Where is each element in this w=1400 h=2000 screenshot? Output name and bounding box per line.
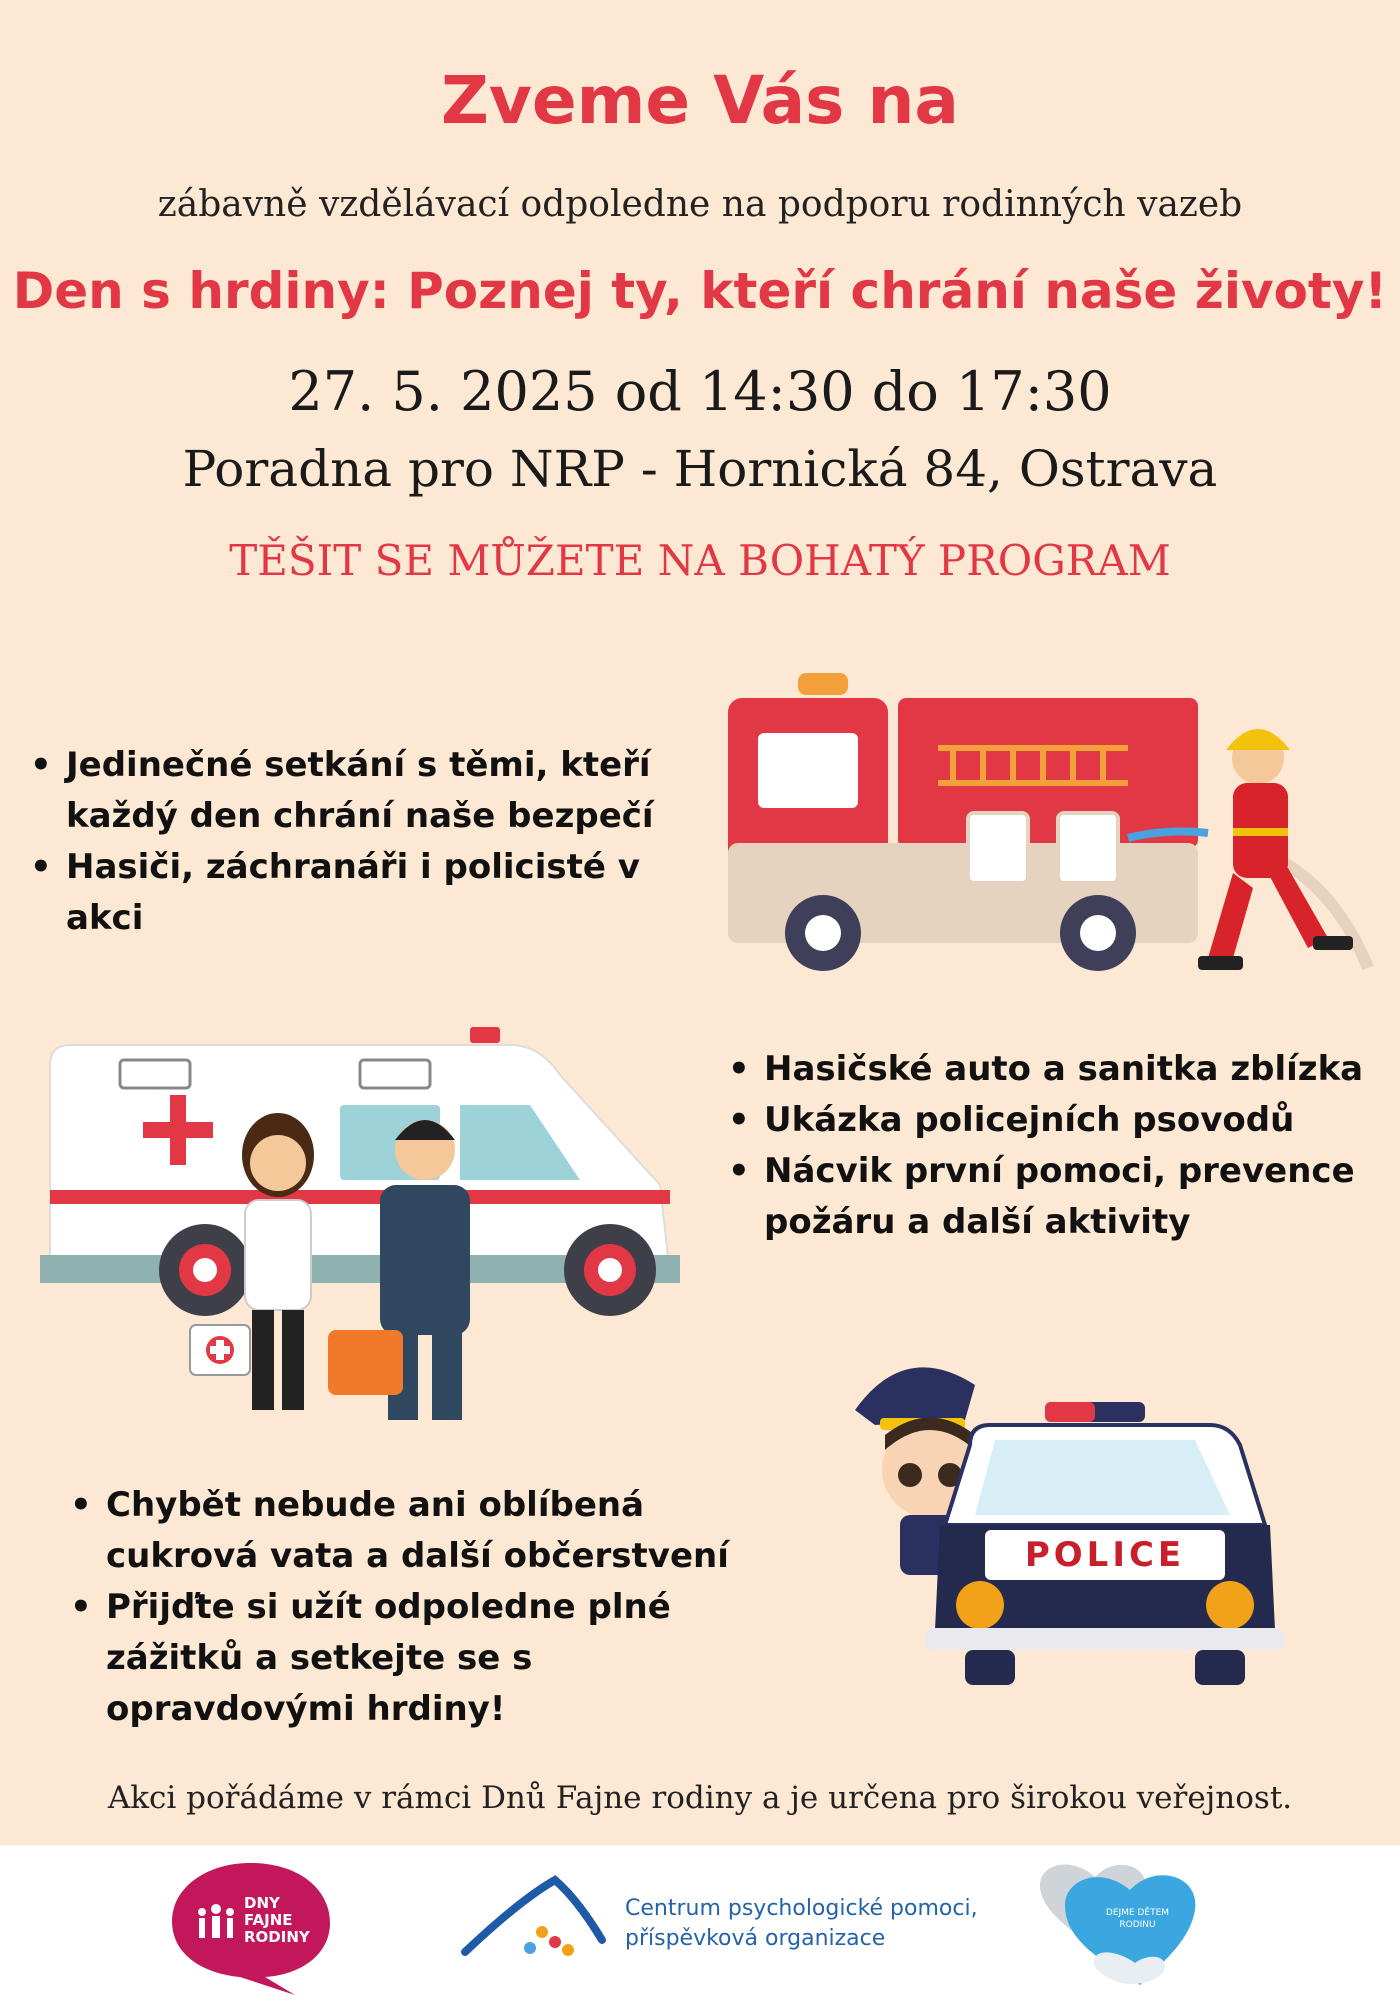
program-list-3 [64, 1480, 764, 1735]
cpp-logo: Centrum psychologické pomoci, příspěvková organizace [460, 1870, 980, 1980]
event-place: Poradna pro NRP - Hornická 84, Ostrava [182, 440, 1218, 498]
list-item: • Nácvik první pomoci, prevence požáru a další aktivity [722, 1146, 1372, 1248]
footer-note: Akci pořádáme v rámci Dnů Fajne rodiny a je určena pro širokou veřejnost. [107, 1780, 1293, 1816]
ambulance-illustration [40, 1025, 680, 1435]
dejme-detem-rodinu-logo: DEJME DĚTEM RODINU [1040, 1855, 1210, 1995]
program-heading: TĚŠIT SE MŮŽETE NA BOHATÝ PROGRAM [229, 536, 1171, 585]
list-item: • Hasiči, záchranáři i policisté v akci [24, 842, 704, 944]
program-list-1 [24, 740, 704, 944]
fire-truck-illustration [728, 668, 1378, 988]
list-item: • Hasičské auto a sanitka zblízka [722, 1044, 1372, 1095]
page-title: Zveme Vás na [441, 62, 959, 139]
list-item: • Přijďte si užít odpoledne plné zážitků a setkejte se s opravdovými hrdiny! [64, 1582, 764, 1735]
event-headline: Den s hrdiny: Poznej ty, kteří chrání naše životy! [12, 262, 1388, 320]
police-car-wheel [965, 1650, 1015, 1685]
list-item: • Chybět nebude ani oblíbená cukrová vata a další občerstvení [64, 1480, 764, 1582]
ambulance-stripe [50, 1190, 670, 1204]
police-car-bumper [925, 1628, 1285, 1650]
truck-beacon [798, 673, 848, 695]
event-date: 27. 5. 2025 od 14:30 do 17:30 [288, 360, 1112, 423]
truck-window [758, 733, 858, 808]
police-car-illustration [845, 1330, 1285, 1710]
footer-logos [0, 1845, 1400, 2000]
truck-compartment [1058, 813, 1118, 883]
headlight [956, 1581, 1004, 1629]
house-roof-icon [460, 1870, 610, 1970]
police-car-windshield [975, 1440, 1230, 1515]
list-item: • Jedinečné setkání s těmi, kteří každý den chrání naše bezpečí [24, 740, 704, 842]
police-label: POLICE [1024, 1535, 1186, 1575]
ambulance-beacon [470, 1027, 500, 1043]
dny-fajne-rodiny-logo: DNY FAJNE RODINY [170, 1855, 330, 1995]
event-subtitle: zábavně vzdělávací odpoledne na podporu rodinných vazeb [157, 184, 1243, 225]
police-car-wheel [1195, 1650, 1245, 1685]
truck-compartment [968, 813, 1028, 883]
headlight [1206, 1581, 1254, 1629]
truck-body [898, 698, 1198, 848]
program-list-2 [722, 1044, 1372, 1248]
list-item: • Ukázka policejních psovodů [722, 1095, 1372, 1146]
